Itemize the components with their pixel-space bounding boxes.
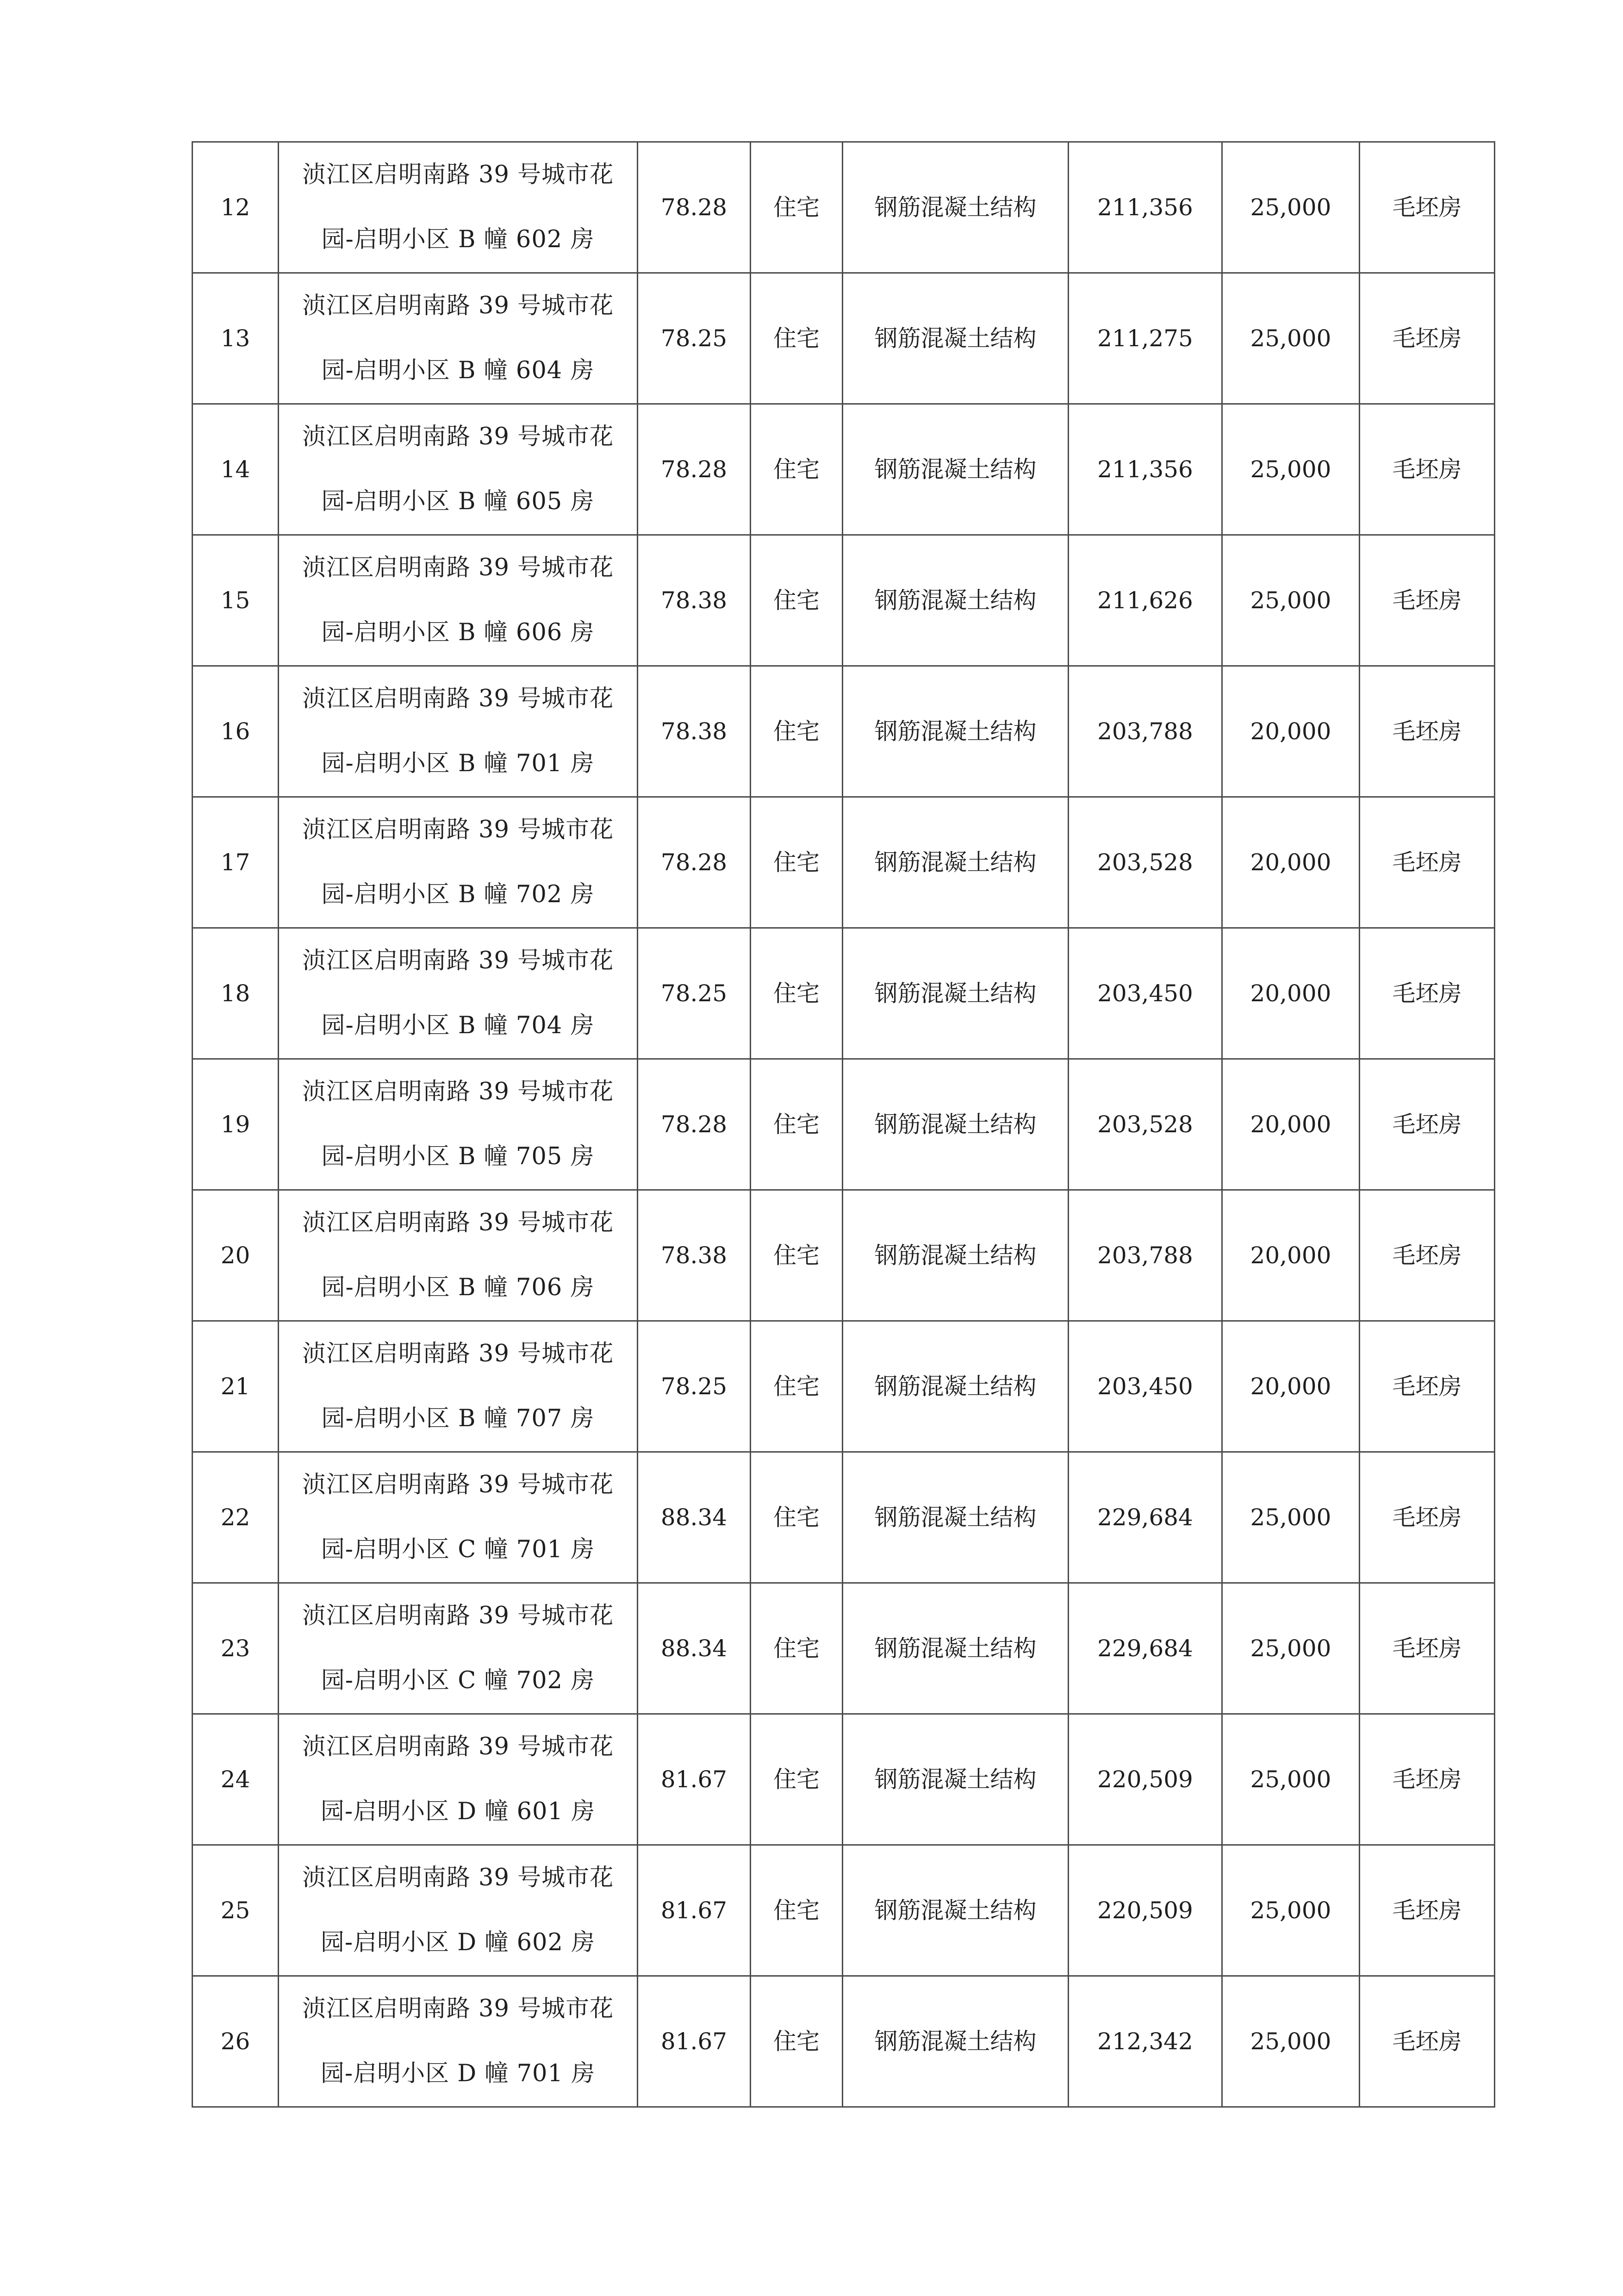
address-line-1: 浈江区启明南路 39 号城市花 — [302, 554, 614, 581]
cell-area: 88.34 — [638, 1583, 751, 1714]
cell-usage: 住宅 — [751, 404, 843, 535]
cell-usage: 住宅 — [751, 1321, 843, 1452]
cell-structure: 钢筋混凝土结构 — [843, 1059, 1069, 1190]
table-row — [193, 797, 1495, 928]
address-line-1: 浈江区启明南路 39 号城市花 — [302, 1340, 614, 1367]
cell-area: 78.28 — [638, 404, 751, 535]
address-line-1: 浈江区启明南路 39 号城市花 — [302, 1864, 614, 1891]
table-row — [193, 1059, 1495, 1190]
cell-reference-price: 25,000 — [1222, 1845, 1360, 1976]
table-row — [193, 273, 1495, 404]
cell-row-number: 19 — [193, 1059, 279, 1190]
cell-condition: 毛坯房 — [1360, 666, 1495, 797]
cell-address — [279, 1976, 638, 2107]
cell-row-number: 18 — [193, 928, 279, 1059]
cell-structure: 钢筋混凝土结构 — [843, 1452, 1069, 1583]
table-row — [193, 1583, 1495, 1714]
table-row — [193, 1714, 1495, 1845]
cell-address — [279, 666, 638, 797]
address-line-2: 园-启明小区 B 幢 706 房 — [321, 1274, 595, 1301]
cell-row-number: 24 — [193, 1714, 279, 1845]
cell-assessed-price: 203,788 — [1069, 666, 1222, 797]
cell-condition: 毛坯房 — [1360, 404, 1495, 535]
cell-area: 81.67 — [638, 1714, 751, 1845]
cell-structure: 钢筋混凝土结构 — [843, 1976, 1069, 2107]
cell-area: 78.25 — [638, 928, 751, 1059]
address-line-1: 浈江区启明南路 39 号城市花 — [302, 1471, 614, 1498]
address-line-1: 浈江区启明南路 39 号城市花 — [302, 816, 614, 843]
table-body — [193, 142, 1495, 2107]
cell-address — [279, 797, 638, 928]
cell-assessed-price: 220,509 — [1069, 1714, 1222, 1845]
cell-row-number: 17 — [193, 797, 279, 928]
cell-condition: 毛坯房 — [1360, 142, 1495, 273]
cell-area: 78.28 — [638, 1059, 751, 1190]
cell-structure: 钢筋混凝土结构 — [843, 1845, 1069, 1976]
cell-reference-price: 25,000 — [1222, 142, 1360, 273]
cell-assessed-price: 220,509 — [1069, 1845, 1222, 1976]
cell-assessed-price: 203,528 — [1069, 1059, 1222, 1190]
table-row — [193, 404, 1495, 535]
cell-reference-price: 20,000 — [1222, 666, 1360, 797]
cell-row-number: 13 — [193, 273, 279, 404]
table-row — [193, 1976, 1495, 2107]
cell-usage: 住宅 — [751, 142, 843, 273]
table-row — [193, 928, 1495, 1059]
cell-area: 78.28 — [638, 797, 751, 928]
cell-address — [279, 1583, 638, 1714]
cell-row-number: 20 — [193, 1190, 279, 1321]
cell-address — [279, 1714, 638, 1845]
cell-row-number: 26 — [193, 1976, 279, 2107]
cell-row-number: 16 — [193, 666, 279, 797]
cell-usage: 住宅 — [751, 797, 843, 928]
cell-assessed-price: 203,450 — [1069, 928, 1222, 1059]
cell-address — [279, 535, 638, 666]
cell-usage: 住宅 — [751, 1059, 843, 1190]
cell-row-number: 25 — [193, 1845, 279, 1976]
cell-usage: 住宅 — [751, 1714, 843, 1845]
cell-structure: 钢筋混凝土结构 — [843, 797, 1069, 928]
cell-area: 78.38 — [638, 535, 751, 666]
cell-assessed-price: 212,342 — [1069, 1976, 1222, 2107]
cell-reference-price: 25,000 — [1222, 1976, 1360, 2107]
table-row — [193, 535, 1495, 666]
cell-area: 78.38 — [638, 666, 751, 797]
property-table — [192, 141, 1495, 2108]
cell-address — [279, 142, 638, 273]
address-line-2: 园-启明小区 C 幢 701 房 — [321, 1536, 595, 1563]
address-line-2: 园-启明小区 C 幢 702 房 — [321, 1667, 595, 1694]
cell-assessed-price: 211,626 — [1069, 535, 1222, 666]
address-line-1: 浈江区启明南路 39 号城市花 — [302, 685, 614, 712]
cell-condition: 毛坯房 — [1360, 1321, 1495, 1452]
cell-condition: 毛坯房 — [1360, 535, 1495, 666]
address-line-1: 浈江区启明南路 39 号城市花 — [302, 423, 614, 450]
cell-condition: 毛坯房 — [1360, 1583, 1495, 1714]
cell-assessed-price: 203,450 — [1069, 1321, 1222, 1452]
address-line-1: 浈江区启明南路 39 号城市花 — [302, 1209, 614, 1236]
cell-row-number: 23 — [193, 1583, 279, 1714]
cell-reference-price: 20,000 — [1222, 928, 1360, 1059]
cell-structure: 钢筋混凝土结构 — [843, 666, 1069, 797]
cell-row-number: 12 — [193, 142, 279, 273]
address-line-2: 园-启明小区 D 幢 601 房 — [320, 1798, 596, 1825]
address-line-2: 园-启明小区 D 幢 602 房 — [320, 1929, 596, 1956]
cell-address — [279, 273, 638, 404]
address-line-1: 浈江区启明南路 39 号城市花 — [302, 1602, 614, 1629]
cell-reference-price: 20,000 — [1222, 1321, 1360, 1452]
cell-structure: 钢筋混凝土结构 — [843, 142, 1069, 273]
cell-row-number: 14 — [193, 404, 279, 535]
address-line-2: 园-启明小区 B 幢 605 房 — [321, 488, 595, 515]
cell-assessed-price: 229,684 — [1069, 1452, 1222, 1583]
cell-assessed-price: 211,356 — [1069, 404, 1222, 535]
cell-reference-price: 25,000 — [1222, 1714, 1360, 1845]
cell-reference-price: 25,000 — [1222, 1452, 1360, 1583]
cell-address — [279, 928, 638, 1059]
address-line-2: 园-启明小区 B 幢 705 房 — [321, 1143, 595, 1170]
cell-reference-price: 25,000 — [1222, 404, 1360, 535]
cell-area: 78.38 — [638, 1190, 751, 1321]
address-line-1: 浈江区启明南路 39 号城市花 — [302, 947, 614, 974]
cell-area: 78.25 — [638, 1321, 751, 1452]
cell-structure: 钢筋混凝土结构 — [843, 1714, 1069, 1845]
address-line-1: 浈江区启明南路 39 号城市花 — [302, 1078, 614, 1105]
address-line-2: 园-启明小区 B 幢 707 房 — [321, 1405, 595, 1432]
cell-address — [279, 1452, 638, 1583]
cell-usage: 住宅 — [751, 1190, 843, 1321]
address-line-2: 园-启明小区 B 幢 702 房 — [321, 881, 595, 908]
cell-address — [279, 1059, 638, 1190]
cell-condition: 毛坯房 — [1360, 1059, 1495, 1190]
address-line-2: 园-启明小区 B 幢 604 房 — [321, 357, 595, 384]
cell-assessed-price: 211,275 — [1069, 273, 1222, 404]
cell-structure: 钢筋混凝土结构 — [843, 1583, 1069, 1714]
cell-condition: 毛坯房 — [1360, 1190, 1495, 1321]
table-row — [193, 142, 1495, 273]
cell-assessed-price: 229,684 — [1069, 1583, 1222, 1714]
address-line-2: 园-启明小区 B 幢 602 房 — [321, 226, 595, 253]
cell-row-number: 15 — [193, 535, 279, 666]
cell-row-number: 21 — [193, 1321, 279, 1452]
cell-usage: 住宅 — [751, 1452, 843, 1583]
cell-usage: 住宅 — [751, 535, 843, 666]
cell-reference-price: 20,000 — [1222, 1059, 1360, 1190]
cell-structure: 钢筋混凝土结构 — [843, 273, 1069, 404]
cell-reference-price: 20,000 — [1222, 1190, 1360, 1321]
cell-structure: 钢筋混凝土结构 — [843, 1321, 1069, 1452]
cell-condition: 毛坯房 — [1360, 1845, 1495, 1976]
address-line-1: 浈江区启明南路 39 号城市花 — [302, 1733, 614, 1760]
address-line-1: 浈江区启明南路 39 号城市花 — [302, 292, 614, 319]
address-line-2: 园-启明小区 D 幢 701 房 — [320, 2060, 596, 2087]
cell-reference-price: 25,000 — [1222, 273, 1360, 404]
cell-area: 81.67 — [638, 1976, 751, 2107]
cell-reference-price: 25,000 — [1222, 535, 1360, 666]
cell-structure: 钢筋混凝土结构 — [843, 928, 1069, 1059]
cell-area: 78.25 — [638, 273, 751, 404]
cell-address — [279, 404, 638, 535]
cell-usage: 住宅 — [751, 666, 843, 797]
cell-reference-price: 25,000 — [1222, 1583, 1360, 1714]
cell-usage: 住宅 — [751, 928, 843, 1059]
table-row — [193, 1452, 1495, 1583]
cell-usage: 住宅 — [751, 1845, 843, 1976]
address-line-1: 浈江区启明南路 39 号城市花 — [302, 161, 614, 188]
cell-assessed-price: 203,528 — [1069, 797, 1222, 928]
address-line-1: 浈江区启明南路 39 号城市花 — [302, 1995, 614, 2022]
cell-condition: 毛坯房 — [1360, 928, 1495, 1059]
cell-condition: 毛坯房 — [1360, 1976, 1495, 2107]
cell-condition: 毛坯房 — [1360, 1452, 1495, 1583]
cell-structure: 钢筋混凝土结构 — [843, 404, 1069, 535]
cell-condition: 毛坯房 — [1360, 797, 1495, 928]
cell-address — [279, 1190, 638, 1321]
address-line-2: 园-启明小区 B 幢 704 房 — [321, 1012, 595, 1039]
cell-condition: 毛坯房 — [1360, 273, 1495, 404]
cell-reference-price: 20,000 — [1222, 797, 1360, 928]
cell-assessed-price: 203,788 — [1069, 1190, 1222, 1321]
cell-address — [279, 1321, 638, 1452]
cell-address — [279, 1845, 638, 1976]
table-row — [193, 1321, 1495, 1452]
cell-structure: 钢筋混凝土结构 — [843, 535, 1069, 666]
address-line-2: 园-启明小区 B 幢 701 房 — [321, 750, 595, 777]
cell-condition: 毛坯房 — [1360, 1714, 1495, 1845]
address-line-2: 园-启明小区 B 幢 606 房 — [321, 619, 595, 646]
cell-area: 88.34 — [638, 1452, 751, 1583]
table-row — [193, 1190, 1495, 1321]
cell-assessed-price: 211,356 — [1069, 142, 1222, 273]
table-row — [193, 1845, 1495, 1976]
cell-structure: 钢筋混凝土结构 — [843, 1190, 1069, 1321]
cell-area: 78.28 — [638, 142, 751, 273]
cell-usage: 住宅 — [751, 1583, 843, 1714]
table-row — [193, 666, 1495, 797]
cell-area: 81.67 — [638, 1845, 751, 1976]
cell-row-number: 22 — [193, 1452, 279, 1583]
cell-usage: 住宅 — [751, 1976, 843, 2107]
cell-usage: 住宅 — [751, 273, 843, 404]
